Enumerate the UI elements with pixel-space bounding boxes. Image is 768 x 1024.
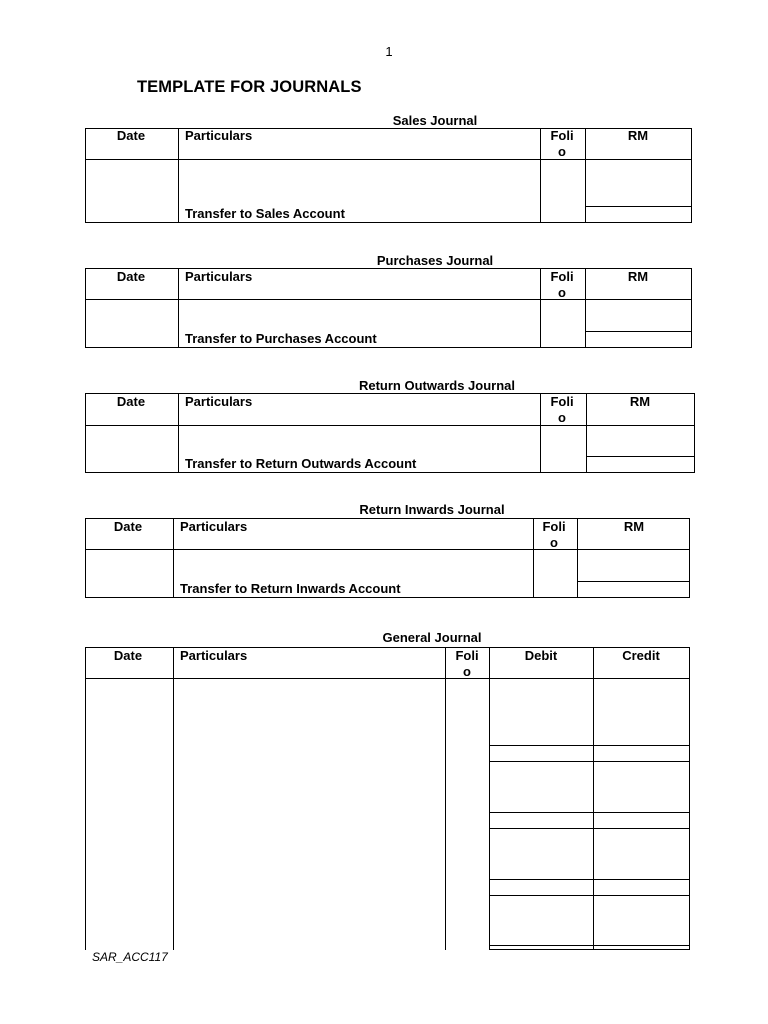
table-border <box>85 128 86 223</box>
column-divider <box>540 128 541 223</box>
subtotal-line <box>586 456 695 457</box>
column-divider <box>489 647 490 950</box>
table-border <box>85 299 692 300</box>
column-divider <box>593 647 594 950</box>
column-divider <box>173 647 174 950</box>
table-border <box>85 222 692 223</box>
table-border <box>85 647 690 648</box>
entry-line <box>489 812 690 813</box>
column-divider <box>540 268 541 348</box>
folio-header: Foli o <box>455 648 479 679</box>
footer-code: SAR_ACC117 <box>92 950 168 964</box>
date-header: Date <box>113 519 143 534</box>
folio-header: Foli o <box>550 394 574 425</box>
rm-header: RM <box>623 519 645 534</box>
transfer-line: Transfer to Return Inwards Account <box>180 581 401 596</box>
transfer-line: Transfer to Sales Account <box>185 206 345 221</box>
rm-header: RM <box>627 269 649 284</box>
debit-header: Debit <box>524 648 558 663</box>
column-divider <box>577 518 578 598</box>
column-divider <box>585 128 586 223</box>
table-border <box>691 128 692 223</box>
folio-header: Foli o <box>550 128 574 159</box>
table-border <box>85 393 695 394</box>
subtotal-line <box>585 206 692 207</box>
column-divider <box>586 393 587 473</box>
transfer-line: Transfer to Return Outwards Account <box>185 456 417 471</box>
particulars-header: Particulars <box>185 269 253 284</box>
entry-line <box>489 745 690 746</box>
entry-line <box>489 828 690 829</box>
entry-line <box>489 879 690 880</box>
credit-header: Credit <box>622 648 660 663</box>
particulars-header: Particulars <box>180 648 248 663</box>
table-border <box>85 159 692 160</box>
general-journal-caption: General Journal <box>382 630 482 645</box>
subtotal-line <box>577 581 690 582</box>
table-border <box>689 518 690 598</box>
table-border <box>689 647 690 950</box>
return-inwards-journal-caption: Return Inwards Journal <box>359 502 505 517</box>
table-border <box>85 425 695 426</box>
table-border <box>85 518 86 598</box>
entry-line <box>489 895 690 896</box>
folio-header: Foli o <box>550 269 574 300</box>
rm-header: RM <box>627 128 649 143</box>
column-divider <box>585 268 586 348</box>
table-border <box>85 678 690 679</box>
table-border <box>85 518 690 519</box>
table-border <box>691 268 692 348</box>
entry-line <box>489 949 690 950</box>
column-divider <box>533 518 534 598</box>
table-border <box>85 128 692 129</box>
subtotal-line <box>585 331 692 332</box>
table-border <box>85 549 690 550</box>
column-divider <box>540 393 541 473</box>
table-border <box>85 597 690 598</box>
table-border <box>85 393 86 473</box>
date-header: Date <box>116 394 146 409</box>
column-divider <box>445 647 446 950</box>
table-border <box>85 472 695 473</box>
table-border <box>694 393 695 473</box>
sales-journal-caption: Sales Journal <box>392 113 478 128</box>
transfer-line: Transfer to Purchases Account <box>185 331 377 346</box>
column-divider <box>178 393 179 473</box>
purchases-journal-caption: Purchases Journal <box>376 253 494 268</box>
column-divider <box>178 128 179 223</box>
date-header: Date <box>116 128 146 143</box>
rm-header: RM <box>629 394 651 409</box>
particulars-header: Particulars <box>180 519 248 534</box>
date-header: Date <box>113 648 143 663</box>
date-header: Date <box>116 269 146 284</box>
return-outwards-journal-caption: Return Outwards Journal <box>358 378 516 393</box>
table-border <box>85 647 86 950</box>
particulars-header: Particulars <box>185 128 253 143</box>
table-border <box>85 268 692 269</box>
entry-line <box>489 761 690 762</box>
page-number: 1 <box>385 44 393 59</box>
column-divider <box>178 268 179 348</box>
table-border <box>85 347 692 348</box>
table-border <box>85 268 86 348</box>
document-title: TEMPLATE FOR JOURNALS <box>137 78 362 96</box>
folio-header: Foli o <box>542 519 566 550</box>
column-divider <box>173 518 174 598</box>
entry-line <box>489 945 690 946</box>
particulars-header: Particulars <box>185 394 253 409</box>
